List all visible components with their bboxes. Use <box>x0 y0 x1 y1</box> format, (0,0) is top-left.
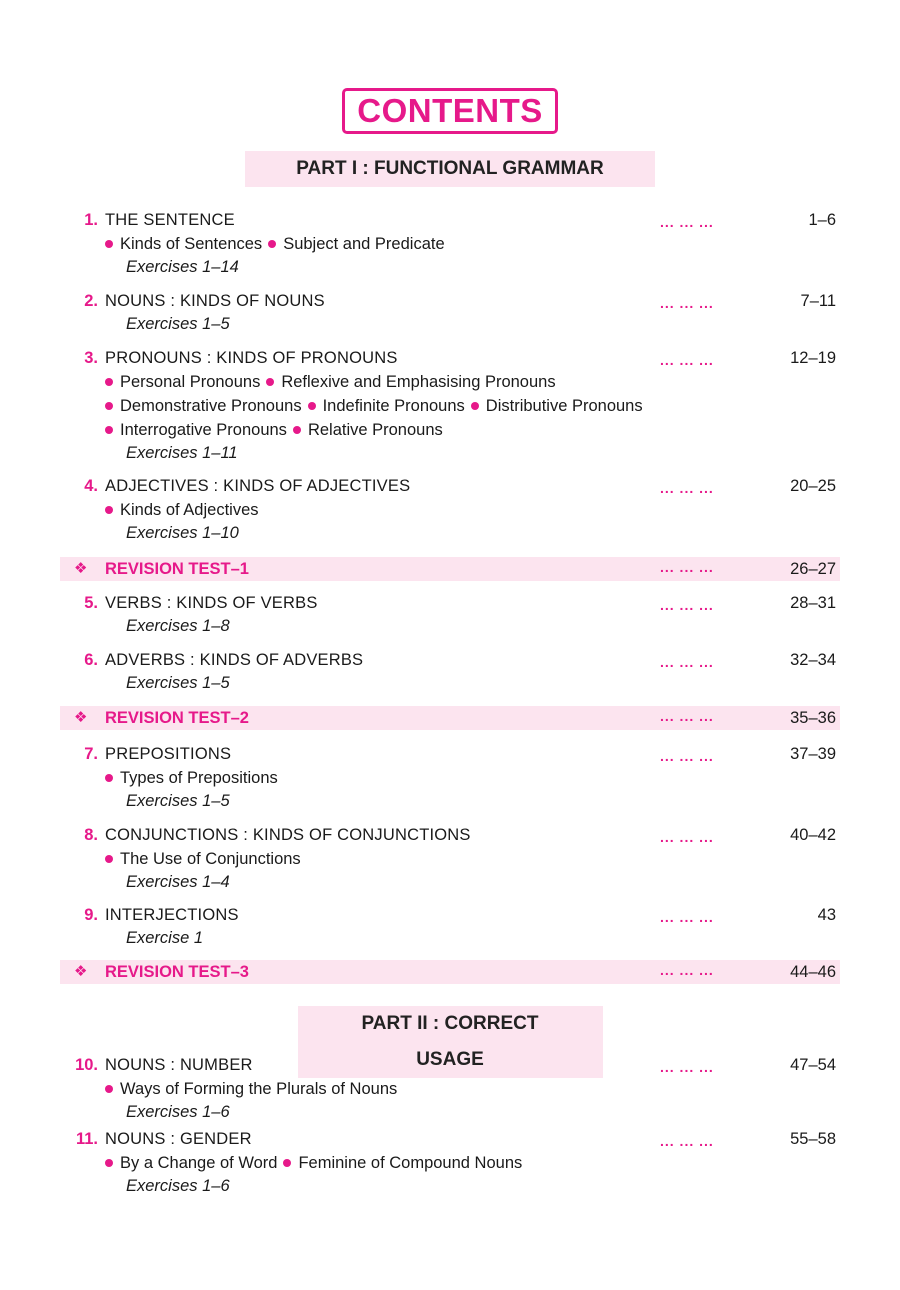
entry-number: 4. <box>84 477 98 495</box>
bullet-icon <box>105 378 113 386</box>
entry-heading <box>0 1127 900 1151</box>
entry-title[interactable]: ADJECTIVES : KINDS OF ADJECTIVES <box>105 477 411 495</box>
topic-row <box>0 1151 900 1175</box>
revision-title[interactable]: REVISION TEST–1 <box>105 560 249 578</box>
entry-number: 1. <box>84 211 98 229</box>
topic-label: Indefinite Pronouns <box>322 397 465 415</box>
leader-dots: ... ... ... <box>660 1059 714 1075</box>
entry-title[interactable]: PREPOSITIONS <box>105 745 232 763</box>
entry-number: 5. <box>84 594 98 612</box>
leader-dots: ... ... ... <box>660 559 714 575</box>
page-number: 32–34 <box>790 651 836 669</box>
bullet-icon <box>105 402 113 410</box>
exercise-label: Exercises 1–6 <box>126 1103 230 1121</box>
topic-row <box>0 370 900 394</box>
exercise-label: Exercise 1 <box>126 929 204 947</box>
page-number: 20–25 <box>790 477 836 495</box>
topic-label: Subject and Predicate <box>283 235 445 253</box>
bullet-icon <box>105 506 113 514</box>
entry-number: 8. <box>84 826 98 844</box>
entry-heading <box>0 208 900 232</box>
entry-heading <box>0 648 900 672</box>
entry-title[interactable]: ADVERBS : KINDS OF ADVERBS <box>105 651 364 669</box>
entry-number: 6. <box>84 651 98 669</box>
topic-label: Kinds of Sentences <box>120 235 263 253</box>
page-number: 37–39 <box>790 745 836 763</box>
topic-label: Distributive Pronouns <box>485 397 643 415</box>
bullet-icon <box>308 402 316 410</box>
entry-heading <box>0 346 900 370</box>
diamond-icon: ❖ <box>74 560 88 577</box>
entry-title[interactable]: CONJUNCTIONS : KINDS OF CONJUNCTIONS <box>105 826 471 844</box>
leader-dots: ... ... ... <box>660 214 714 230</box>
entry-title[interactable]: THE SENTENCE <box>105 211 235 229</box>
entry-heading <box>0 742 900 766</box>
toc-entry[interactable] <box>0 346 900 464</box>
bullet-icon <box>105 1159 113 1167</box>
topic-label: Kinds of Adjectives <box>120 501 259 519</box>
entry-number: 3. <box>84 349 98 367</box>
page-number: 26–27 <box>790 560 836 578</box>
exercise-label: Exercises 1–11 <box>126 444 238 462</box>
page-number: 55–58 <box>790 1130 836 1148</box>
page-title: CONTENTS <box>342 88 558 134</box>
page-number: 28–31 <box>790 594 836 612</box>
entry-heading <box>0 591 900 615</box>
leader-dots: ... ... ... <box>660 597 714 613</box>
entry-number: 11. <box>75 1130 98 1148</box>
topic-label: Relative Pronouns <box>307 421 443 439</box>
part-heading-2: PART II : CORRECT USAGE <box>298 1006 603 1078</box>
exercise-label: Exercises 1–5 <box>126 674 230 692</box>
bullet-icon <box>105 774 113 782</box>
bullet-icon <box>105 855 113 863</box>
leader-dots: ... ... ... <box>660 480 714 496</box>
bullet-icon <box>266 378 274 386</box>
bullet-icon <box>293 426 301 434</box>
toc-entry[interactable] <box>0 1053 900 1123</box>
page-number: 44–46 <box>790 963 836 981</box>
revision-test-row[interactable] <box>60 960 840 984</box>
toc-entry[interactable] <box>0 903 900 949</box>
leader-dots: ... ... ... <box>660 909 714 925</box>
entry-heading <box>0 474 900 498</box>
entry-heading <box>0 289 900 313</box>
exercise-label: Exercises 1–14 <box>126 258 239 276</box>
toc-entry[interactable] <box>0 1127 900 1197</box>
topic-row <box>0 1077 900 1101</box>
exercise-label: Exercises 1–5 <box>126 792 230 810</box>
entry-number: 7. <box>84 745 98 763</box>
topic-row <box>0 498 900 522</box>
revision-test-row[interactable] <box>60 557 840 581</box>
entry-title[interactable]: INTERJECTIONS <box>105 906 239 924</box>
toc-entry[interactable] <box>0 289 900 335</box>
entry-title[interactable]: NOUNS : GENDER <box>105 1130 252 1148</box>
entry-number: 10. <box>75 1056 98 1074</box>
toc-entry[interactable] <box>0 823 900 893</box>
page-number: 47–54 <box>790 1056 836 1074</box>
topic-label: Ways of Forming the Plurals of Nouns <box>120 1080 398 1098</box>
topic-label: By a Change of Word <box>120 1154 278 1172</box>
leader-dots: ... ... ... <box>660 962 714 978</box>
entry-number: 2. <box>84 292 98 310</box>
topic-label: Personal Pronouns <box>120 373 261 391</box>
entry-number: 9. <box>84 906 98 924</box>
page-number: 12–19 <box>790 349 836 367</box>
diamond-icon: ❖ <box>74 963 88 980</box>
toc-entry[interactable] <box>0 648 900 694</box>
page-number: 35–36 <box>790 709 836 727</box>
entry-heading <box>0 823 900 847</box>
topic-label: Types of Prepositions <box>120 769 278 787</box>
page-number: 40–42 <box>790 826 836 844</box>
topic-row <box>0 394 900 418</box>
topic-label: Feminine of Compound Nouns <box>298 1154 523 1172</box>
exercise-label: Exercises 1–4 <box>126 873 230 891</box>
bullet-icon <box>105 1085 113 1093</box>
leader-dots: ... ... ... <box>660 748 714 764</box>
entry-heading <box>0 1053 900 1077</box>
page-number: 43 <box>817 906 836 924</box>
toc-entry[interactable] <box>0 591 900 637</box>
topic-row <box>0 847 900 871</box>
toc-entry[interactable] <box>0 742 900 812</box>
leader-dots: ... ... ... <box>660 829 714 845</box>
exercise-label: Exercises 1–5 <box>126 315 230 333</box>
leader-dots: ... ... ... <box>660 654 714 670</box>
leader-dots: ... ... ... <box>660 1133 714 1149</box>
entry-title[interactable]: VERBS : KINDS OF VERBS <box>105 594 318 612</box>
toc-entry[interactable] <box>0 474 900 544</box>
topic-row <box>0 418 900 442</box>
entry-title[interactable]: NOUNS : NUMBER <box>105 1056 253 1074</box>
topic-row <box>0 766 900 790</box>
topic-row <box>0 232 900 256</box>
page-number: 7–11 <box>800 292 836 310</box>
bullet-icon <box>268 240 276 248</box>
topic-label: Interrogative Pronouns <box>120 421 287 439</box>
bullet-icon <box>105 240 113 248</box>
topic-label: The Use of Conjunctions <box>120 850 301 868</box>
exercise-label: Exercises 1–8 <box>126 617 230 635</box>
toc-entry[interactable] <box>0 208 900 278</box>
part-heading-1: PART I : FUNCTIONAL GRAMMAR <box>245 151 655 187</box>
leader-dots: ... ... ... <box>660 352 714 368</box>
entry-title[interactable]: PRONOUNS : KINDS OF PRONOUNS <box>105 349 398 367</box>
revision-title[interactable]: REVISION TEST–2 <box>105 709 249 727</box>
topic-label: Demonstrative Pronouns <box>120 397 302 415</box>
exercise-label: Exercises 1–6 <box>126 1177 230 1195</box>
page-number: 1–6 <box>808 211 836 229</box>
entry-title[interactable]: NOUNS : KINDS OF NOUNS <box>105 292 325 310</box>
revision-title[interactable]: REVISION TEST–3 <box>105 963 249 981</box>
diamond-icon: ❖ <box>74 709 88 726</box>
topic-label: Reflexive and Emphasising Pronouns <box>281 373 556 391</box>
revision-test-row[interactable] <box>60 706 840 730</box>
exercise-label: Exercises 1–10 <box>126 524 239 542</box>
leader-dots: ... ... ... <box>660 708 714 724</box>
bullet-icon <box>105 426 113 434</box>
bullet-icon <box>471 402 479 410</box>
leader-dots: ... ... ... <box>660 295 714 311</box>
bullet-icon <box>283 1159 291 1167</box>
entry-heading <box>0 903 900 927</box>
